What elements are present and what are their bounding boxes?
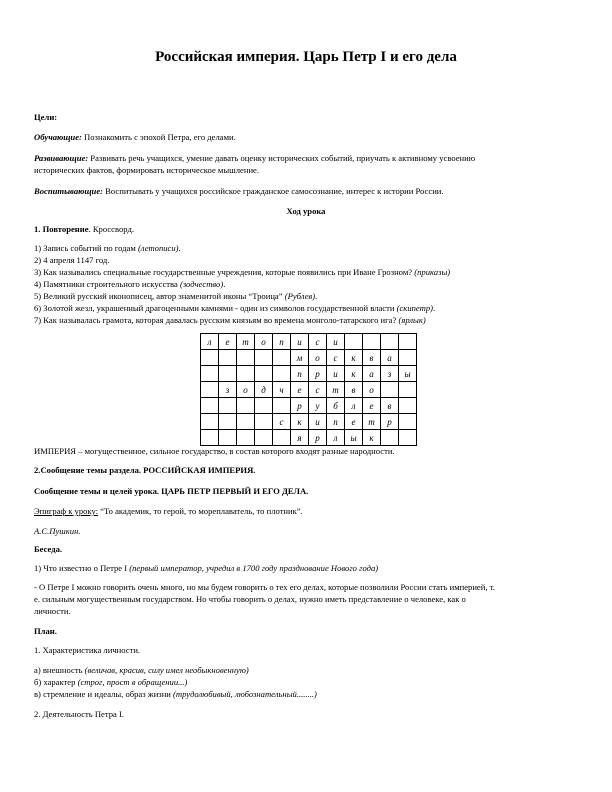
plan-sub-a-note: (величав, красив, силу имел необыкновенную): [84, 665, 249, 675]
crossword-cell: [399, 430, 417, 446]
plan-item-1: 1. Характеристика личности.: [34, 645, 141, 655]
crossword-cell: [255, 350, 273, 366]
question-6: [34, 302, 582, 314]
crossword-cell: [363, 334, 381, 350]
crossword-cell: с: [327, 350, 345, 366]
crossword-cell: [255, 414, 273, 430]
conversation-question-1: [34, 562, 582, 574]
crossword-cell: [237, 398, 255, 414]
question-text: 5) Великий русский иконописец, автор знаменитой иконы “Троица”: [34, 291, 285, 301]
plan-item-2: 2. Деятельность Петра I.: [34, 709, 125, 719]
question-tail: .: [315, 291, 318, 301]
crossword-cell: л: [201, 334, 219, 350]
crossword-cell: е: [345, 414, 363, 430]
crossword-cell: к: [345, 350, 363, 366]
crossword-cell: [381, 430, 399, 446]
crossword-cell: о: [363, 382, 381, 398]
crossword-cell: ы: [399, 366, 417, 382]
crossword-cell: т: [237, 334, 255, 350]
conversation-paragraph-line-2: е. сильным могущественным государством. Но чтобы говорить о делах, нужно иметь представление о человеке, как о: [34, 594, 466, 604]
crossword-cell: р: [381, 414, 399, 430]
question-7: [34, 314, 582, 326]
crossword-cell: р: [309, 430, 327, 446]
crossword-cell: е: [363, 398, 381, 414]
page-title: Российская империя. Царь Петр I и его дела: [155, 49, 457, 65]
crossword-cell: я: [291, 430, 309, 446]
question-2: [34, 254, 582, 266]
crossword-cell: а: [363, 366, 381, 382]
crossword-cell: и: [327, 334, 345, 350]
crossword-cell: к: [345, 366, 363, 382]
crossword-cell: [219, 398, 237, 414]
crossword-cell: [381, 334, 399, 350]
crossword-cell: в: [381, 398, 399, 414]
crossword-cell: [237, 366, 255, 382]
crossword-cell: з: [219, 382, 237, 398]
goal-educating-label: Воспитывающие:: [34, 186, 104, 196]
plan-sub-b: [34, 676, 582, 688]
question-text: 1) Запись событий по годам: [34, 243, 138, 253]
goal-educating-text: Воспитывать у учащихся российское гражданское самосознание, интерес к истории России.: [103, 186, 444, 196]
question-tail: .: [178, 243, 181, 253]
section1-heading: [34, 223, 582, 235]
crossword-cell: [237, 430, 255, 446]
crossword-cell: т: [363, 414, 381, 430]
crossword-row: [201, 398, 417, 414]
crossword-cell: р: [309, 366, 327, 382]
crossword-cell: [255, 366, 273, 382]
question-4: [34, 278, 582, 290]
epigraph: [34, 505, 582, 517]
crossword-cell: [201, 382, 219, 398]
crossword-cell: о: [255, 334, 273, 350]
question-answer: (летописи): [137, 243, 179, 253]
question-text: 3) Как назывались специальные государственные учреждения, которые появились при Иване Грозном?: [34, 267, 415, 277]
crossword-cell: [273, 430, 291, 446]
crossword-cell: [219, 350, 237, 366]
epigraph-author: А.С.Пушкин.: [34, 526, 81, 536]
crossword-cell: [273, 398, 291, 414]
goal-learning: [34, 131, 582, 143]
crossword-cell: [273, 366, 291, 382]
crossword-grid: [200, 333, 417, 446]
question-text: 7) Как называлась грамота, которая давалась русским князьям во времена монголо-татарского ига?: [34, 315, 399, 325]
question-answer: (скипетр): [396, 303, 433, 313]
crossword-cell: [201, 398, 219, 414]
crossword-cell: з: [381, 366, 399, 382]
crossword-cell: [399, 334, 417, 350]
crossword-cell: к: [363, 430, 381, 446]
crossword-cell: [237, 414, 255, 430]
plan-sub-c-text: в) стремление и идеалы, образ жизни: [34, 689, 174, 699]
goal-developing: [34, 152, 582, 164]
crossword-cell: п: [273, 334, 291, 350]
crossword-cell: л: [327, 430, 345, 446]
crossword-cell: [219, 414, 237, 430]
crossword-row: [201, 350, 417, 366]
plan-heading: План.: [34, 626, 57, 636]
crossword-cell: к: [291, 414, 309, 430]
plan-sub-c-note: (трудолюбивый, любознательный........): [173, 689, 317, 699]
crossword-cell: [399, 414, 417, 430]
crossword-cell: п: [327, 414, 345, 430]
crossword-row: [201, 414, 417, 430]
crossword-cell: [399, 382, 417, 398]
plan-sub-c: [34, 688, 582, 700]
question-tail: .: [223, 279, 226, 289]
crossword-cell: п: [291, 366, 309, 382]
crossword-cell: и: [327, 366, 345, 382]
question-text: 2) 4 апреля 1147 год.: [34, 255, 110, 265]
crossword-cell: с: [273, 414, 291, 430]
goal-educating: [34, 185, 582, 197]
conversation-q1-text: 1) Что известно о Петре I: [34, 563, 130, 573]
crossword-cell: [201, 430, 219, 446]
conversation-q1-answer: (первый император, учредил в 1700 году празднование Нового года): [129, 563, 379, 573]
plan-sub-a: [34, 664, 582, 676]
section3-heading: Сообщение темы и целей урока. ЦАРЬ ПЕТР ПЕРВЫЙ И ЕГО ДЕЛА.: [34, 486, 309, 496]
question-5: [34, 290, 582, 302]
epigraph-label: Эпиграф к уроку:: [34, 506, 99, 516]
epigraph-text: “То академик, то герой, то мореплаватель, то плотник”.: [98, 506, 303, 516]
crossword-cell: ч: [273, 382, 291, 398]
crossword-cell: е: [219, 334, 237, 350]
plan-sub-b-text: б) характер: [34, 677, 78, 687]
section2-heading: 2.Сообщение темы раздела. РОССИЙСКАЯ ИМПЕРИЯ.: [34, 465, 256, 475]
crossword-cell: [201, 414, 219, 430]
conversation-paragraph-line-3: личности.: [34, 606, 71, 616]
empire-definition: ИМПЕРИЯ – могущественное, сильное государство, в состав которого входят разные народности.: [34, 446, 395, 456]
crossword-cell: р: [291, 398, 309, 414]
crossword-row: [201, 430, 417, 446]
crossword-cell: [201, 366, 219, 382]
crossword-cell: [255, 398, 273, 414]
question-text: 6) Золотой жезл, украшенный драгоценными камнями - один из символов государственной власти: [34, 303, 397, 313]
crossword-cell: о: [237, 382, 255, 398]
crossword-cell: [219, 430, 237, 446]
crossword-cell: и: [309, 414, 327, 430]
crossword-row: [201, 382, 417, 398]
goal-developing-cont: исторических фактов, формировать историческое мышление.: [34, 165, 260, 175]
crossword-cell: в: [363, 350, 381, 366]
crossword-cell: д: [255, 382, 273, 398]
crossword-cell: [237, 350, 255, 366]
crossword-cell: у: [309, 398, 327, 414]
crossword-row: [201, 334, 417, 350]
question-1: [34, 242, 582, 254]
crossword-row: [201, 366, 417, 382]
conversation-heading: Беседа.: [34, 544, 63, 554]
conversation-paragraph-line-1: - О Петре I можно говорить очень много, но мы будем говорить о тех его делах, которые позволили России стать империей, т.: [34, 582, 495, 592]
goals-heading: Цели:: [34, 112, 58, 122]
goal-learning-label: Обучающие:: [34, 132, 82, 142]
crossword-cell: а: [381, 350, 399, 366]
question-answer: (Рублев): [284, 291, 316, 301]
section1-text: . Кроссворд.: [88, 224, 134, 234]
crossword-cell: с: [309, 382, 327, 398]
crossword-cell: [201, 350, 219, 366]
crossword-cell: т: [327, 382, 345, 398]
crossword-cell: [381, 382, 399, 398]
lesson-heading: Ход урока: [286, 206, 326, 216]
question-tail: .: [432, 303, 436, 313]
crossword-cell: [273, 350, 291, 366]
question-answer: (приказы): [414, 267, 451, 277]
question-answer: (ярлык): [398, 315, 426, 325]
crossword-cell: л: [345, 398, 363, 414]
section1-label: 1. Повторение: [34, 224, 89, 234]
crossword-cell: в: [345, 382, 363, 398]
crossword-cell: [399, 350, 417, 366]
question-3: [34, 266, 582, 278]
crossword-cell: и: [291, 334, 309, 350]
goal-learning-text: Познакомить с эпохой Петра, его делами.: [81, 132, 236, 142]
crossword-cell: е: [291, 382, 309, 398]
crossword-cell: [255, 430, 273, 446]
crossword-cell: [219, 366, 237, 382]
crossword-cell: м: [291, 350, 309, 366]
crossword-cell: б: [327, 398, 345, 414]
question-text: 4) Памятники строительного искусства: [34, 279, 180, 289]
question-answer: (зодчество): [179, 279, 224, 289]
plan-sub-a-text: а) внешность: [34, 665, 85, 675]
crossword-cell: [345, 334, 363, 350]
crossword-cell: с: [309, 334, 327, 350]
crossword-cell: [399, 398, 417, 414]
plan-sub-b-note: (строг, прост в обращении...): [77, 677, 188, 687]
crossword-cell: о: [309, 350, 327, 366]
goal-developing-label: Развивающие:: [34, 153, 89, 163]
crossword-cell: ы: [345, 430, 363, 446]
goal-developing-text: Развивать речь учащихся, умение давать оценку исторических событий, приучать к активному усвоению: [88, 153, 476, 163]
